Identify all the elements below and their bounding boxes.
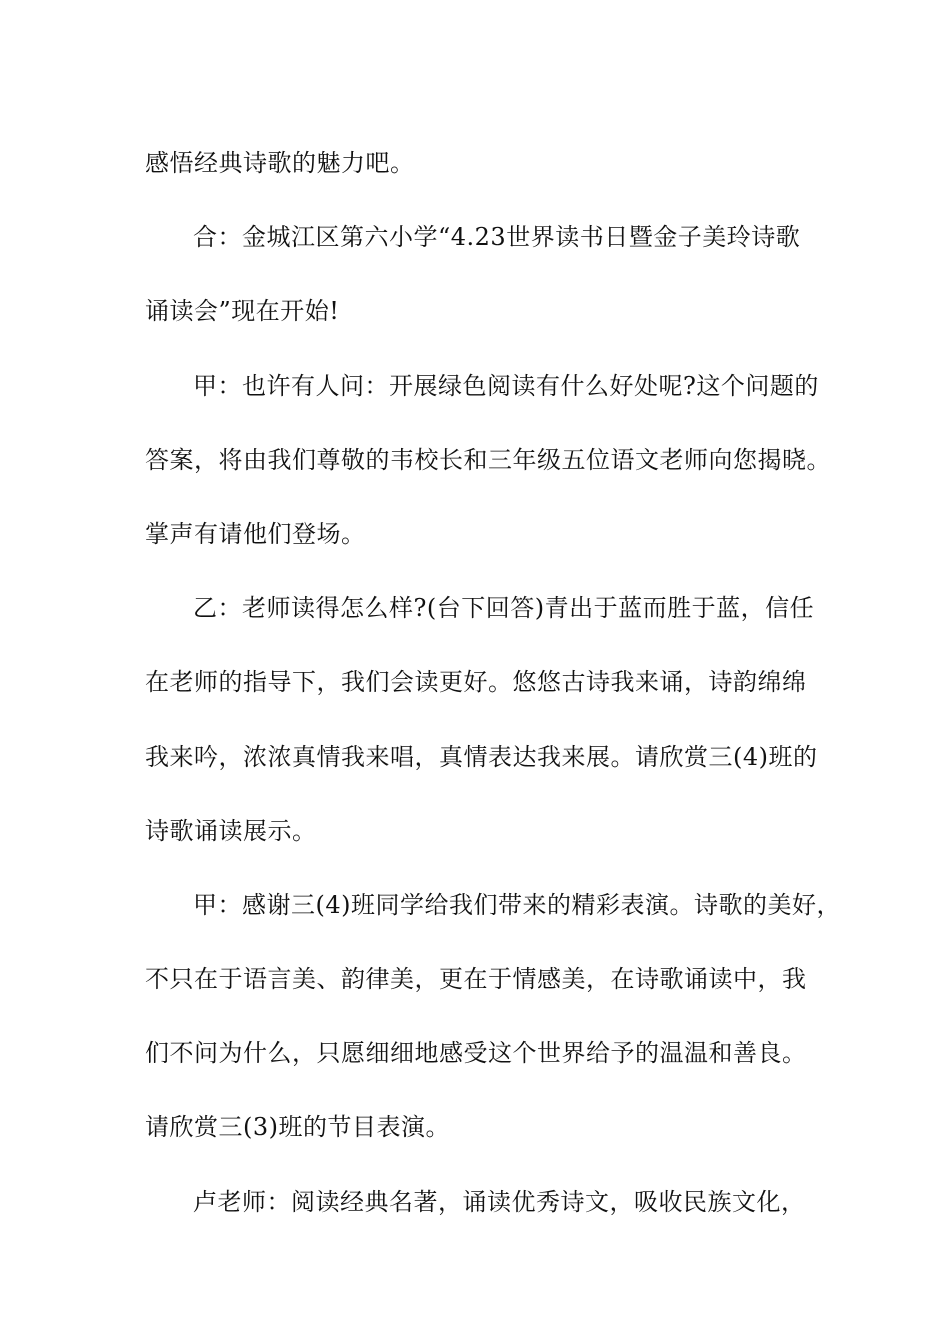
document-body [145,126,841,1239]
text-line-10: 诗歌诵读展示。 [145,816,317,845]
text-line-14: 请欣赏三(3)班的节目表演。 [145,1113,450,1142]
text-line-1: 感悟经典诗歌的魅力吧。 [145,149,415,177]
text-line-6: 掌声有请他们登场。 [145,519,366,548]
text-line-4: 甲：也许有人问：开展绿色阅读有什么好处呢?这个问题的 [193,371,819,400]
text-line-2: 合：金城江区第六小学“4.23世界读书日暨金子美玲诗歌 [193,223,801,252]
text-line-3: 诵读会”现在开始! [145,297,340,326]
text-line-8: 在老师的指导下，我们会读更好。悠悠古诗我来诵，诗韵绵绵 [145,668,807,697]
text-line-11: 甲：感谢三(4)班同学给我们带来的精彩表演。诗歌的美好， [193,890,841,919]
text-line-9: 我来吟，浓浓真情我来唱，真情表达我来展。请欣赏三(4)班的 [145,742,818,771]
text-line-12: 不只在于语言美、韵律美，更在于情感美，在诗歌诵读中，我 [145,965,807,994]
text-line-5: 答案，将由我们尊敬的韦校长和三年级五位语文老师向您揭晓。 [145,445,831,474]
text-line-15: 卢老师：阅读经典名著，诵读优秀诗文，吸收民族文化， [193,1187,806,1216]
text-line-7: 乙：老师读得怎么样?(台下回答)青出于蓝而胜于蓝，信任 [193,594,815,623]
text-line-13: 们不问为什么，只愿细细地感受这个世界给予的温温和善良。 [145,1039,807,1068]
